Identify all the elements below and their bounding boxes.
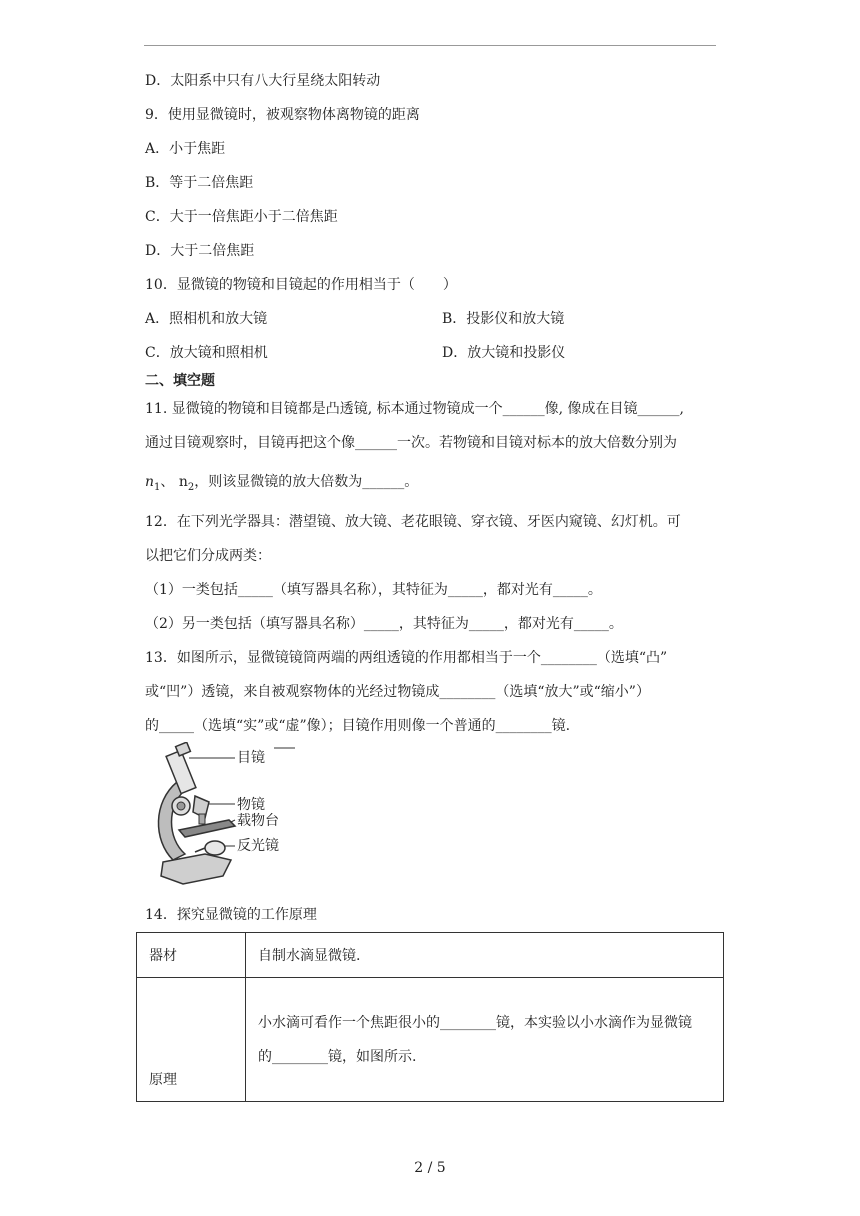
q10-option-d: D．放大镜和投影仪 (442, 345, 566, 361)
table-row (137, 933, 724, 978)
q9-option-c: C．大于一倍焦距小于二倍焦距 (145, 209, 338, 225)
question-12-part1: （1）一类包括_____（填写器具名称），其特征为_____，都对光有_____。 (145, 582, 602, 598)
question-11-line1: 11. 显微镜的物镜和目镜都是凸透镜, 标本通过物镜成一个______像, 像成在目镜______, (145, 401, 684, 417)
subscript-1: 1 (154, 481, 161, 493)
table-cell-value (246, 978, 724, 1102)
microscope-figure (143, 742, 303, 890)
table-cell-value: 自制水滴显微镜. (246, 933, 724, 978)
header-rule (144, 45, 716, 46)
question-12-part2: （2）另一类包括（填写器具名称）_____，其特征为_____，都对光有_____。 (145, 616, 623, 632)
table-row (137, 978, 724, 1102)
question-12-line1: 12．在下列光学器具：潜望镜、放大镜、老花眼镜、穿衣镜、牙医内窥镜、幻灯机。可 (145, 514, 681, 530)
question-12-line2: 以把它们分成两类： (145, 548, 271, 564)
question-11-line2: 通过目镜观察时，目镜再把这个像______一次。若物镜和目镜对标本的放大倍数分别为 (145, 435, 677, 451)
question-13-line1: 13．如图所示，显微镜镜筒两端的两组透镜的作用都相当于一个________（选填“凸” (145, 650, 668, 666)
subscript-2: 2 (187, 481, 195, 493)
q10-option-b: B．投影仪和放大镜 (442, 311, 565, 327)
page-number: 2 / 5 (414, 1160, 446, 1176)
n2-prefix: 、 n (160, 474, 188, 490)
question-13-line3: 的_____（选填“实”或“虚”像）；目镜作用则像一个普通的________镜. (145, 718, 571, 734)
question-13-line2: 或“凹”）透镜，来自被观察物体的光经过物镜成________（选填“放大”或“缩小”） (145, 684, 650, 700)
principle-line-2: 的________镜，如图所示. (258, 1048, 417, 1065)
q9-option-a: A．小于焦距 (145, 141, 226, 157)
q10-option-c: C．放大镜和照相机 (145, 345, 268, 361)
table-cell-label: 器材 (137, 933, 246, 978)
q8-option-d: D．太阳系中只有八大行星绕太阳转动 (145, 73, 381, 89)
label-mirror: 反光镜 (237, 838, 279, 854)
label-objective: 物镜 (237, 797, 265, 813)
label-stage: 载物台 (237, 813, 279, 829)
label-eyepiece: 目镜 (237, 750, 265, 766)
table-cell-label: 原理 (137, 978, 246, 1102)
q11-tail: ，则该显微镜的放大倍数为______。 (194, 474, 419, 490)
question-9: 9．使用显微镜时，被观察物体离物镜的距离 (145, 107, 420, 123)
n-symbol: n (145, 474, 155, 490)
section-heading: 二、填空题 (145, 373, 215, 389)
q9-option-d: D．大于二倍焦距 (145, 243, 255, 259)
principle-line-1: 小水滴可看作一个焦距很小的________镜，本实验以小水滴作为显微镜 (258, 1014, 692, 1031)
question-11-line3 (145, 472, 418, 498)
experiment-table (136, 932, 724, 1102)
q9-option-b: B．等于二倍焦距 (145, 175, 254, 191)
microscope-drawing (143, 742, 303, 890)
q10-option-a: A．照相机和放大镜 (145, 311, 268, 327)
question-14: 14．探究显微镜的工作原理 (145, 907, 317, 923)
question-10: 10．显微镜的物镜和目镜起的作用相当于（ ） (145, 277, 457, 293)
